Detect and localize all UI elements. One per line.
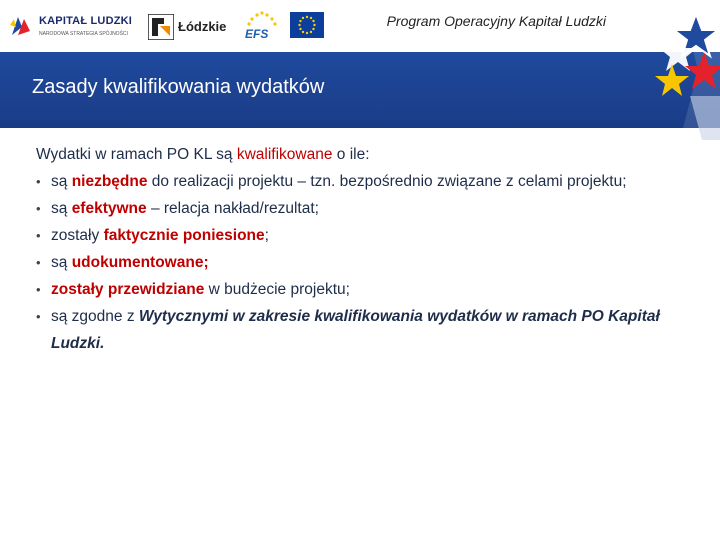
efs-name: EFS (245, 27, 269, 41)
bullet: • (36, 228, 41, 243)
bullet: • (36, 174, 41, 189)
eu-flag-icon (290, 12, 324, 38)
list-item (36, 249, 676, 276)
item-text: są (51, 173, 72, 190)
item-text: są (51, 254, 72, 271)
intro-line (36, 141, 676, 168)
list-item (36, 276, 676, 303)
criteria-list (36, 168, 676, 357)
eu-flag-logo (290, 10, 324, 44)
item-highlight: niezbędne (71, 173, 148, 190)
kapital-ludzki-tagline: NARODOWA STRATEGIA SPÓJNOŚCI (39, 31, 128, 37)
item-text: są (51, 200, 72, 217)
item-text: w budżecie projektu; (204, 281, 350, 298)
item-text: do realizacji projektu – tzn. bezpośrednio związane z celami projektu; (147, 173, 627, 190)
slide-content (36, 141, 676, 357)
intro-after: o ile: (332, 146, 370, 163)
item-text: są zgodne z (51, 308, 139, 325)
bullet: • (36, 201, 41, 216)
item-text: ; (264, 227, 269, 244)
kapital-ludzki-mark-icon (6, 13, 34, 41)
bullet: • (36, 282, 41, 297)
item-text: – relacja nakład/rezultat; (146, 200, 319, 217)
intro-highlight: kwalifikowane (236, 146, 333, 163)
intro-before: Wydatki w ramach PO KL są (36, 146, 237, 163)
decorative-stars-icon (610, 0, 720, 140)
item-highlight: efektywne (71, 200, 147, 217)
list-item (36, 222, 676, 249)
program-name: Program Operacyjny Kapitał Ludzki (386, 13, 606, 29)
lodzkie-logo (148, 10, 232, 44)
item-highlight: udokumentowane; (71, 254, 209, 271)
list-item (36, 303, 676, 357)
bullet: • (36, 255, 41, 270)
item-text: zostały (51, 227, 104, 244)
bullet: • (36, 309, 41, 324)
kapital-ludzki-name: KAPITAŁ LUDZKI (39, 15, 133, 27)
lodzkie-mark-icon (148, 14, 174, 40)
efs-logo (243, 10, 279, 44)
efs-stars-icon (243, 10, 279, 28)
kapital-ludzki-logo (6, 10, 136, 44)
lodzkie-name: Łódzkie (178, 19, 227, 34)
item-highlight: faktycznie poniesione (103, 227, 265, 244)
list-item (36, 195, 676, 222)
slide-title: Zasady kwalifikowania wydatków (32, 76, 325, 98)
list-item (36, 168, 676, 195)
item-highlight: zostały przewidziane (51, 281, 205, 298)
item-highlight: Wytycznymi w zakresie kwalifikowania wydatków w ramach PO Kapitał Ludzki. (51, 308, 660, 352)
